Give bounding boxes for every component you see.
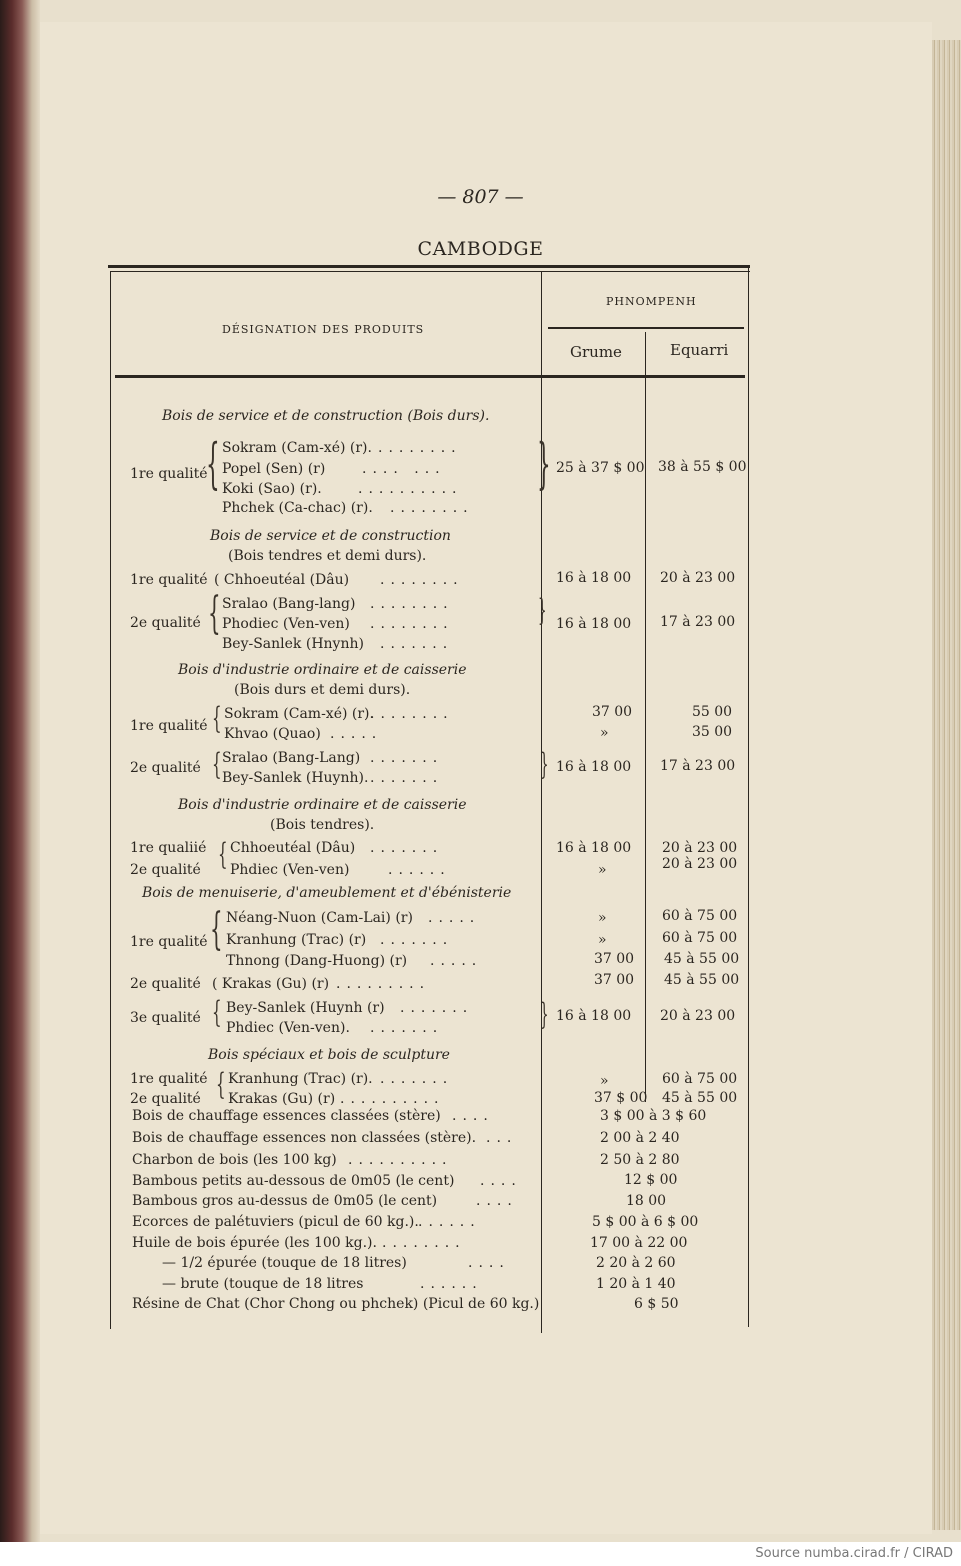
product-name: Thnong (Dang-Huong) (r) (226, 953, 408, 969)
price-equarri: 45 à 55 00 (664, 951, 740, 967)
product-name: — brute (touque de 18 litres (162, 1276, 364, 1292)
product-name: ( Chhoeutéal (Dâu) (214, 572, 350, 588)
header-equarri: Equarri (670, 341, 729, 359)
page-number: — 807 — (437, 186, 524, 208)
quality-label: 1re qualité (130, 466, 208, 482)
product-name: Koki (Sao) (r). (222, 481, 322, 497)
leader-dots: .......... (358, 481, 463, 497)
price-equarri: 20 à 23 00 (662, 856, 738, 872)
brace-right: } (540, 747, 549, 782)
leader-dots: ....... (380, 636, 454, 652)
leader-dots: ....... (370, 1020, 444, 1036)
header-grume: Grume (570, 343, 622, 361)
product-name: Chhoeutéal (Dâu) (230, 840, 356, 856)
leader-dots: ..... (430, 953, 483, 969)
price-range: 1 20 à 1 40 (596, 1276, 676, 1292)
book-spine (0, 0, 40, 1542)
leader-dots: .......... (340, 1091, 445, 1107)
quality-label: 3e qualité (130, 1010, 201, 1026)
product-name: Sralao (Bang-Lang) (222, 750, 361, 766)
product-name: Sokram (Cam-xé) (r). (222, 440, 372, 456)
leader-dots: ... (486, 1130, 518, 1146)
quality-label: 1re qualité (130, 572, 208, 588)
leader-dots: ........ (370, 616, 454, 632)
leader-dots: ....... (400, 1000, 474, 1016)
leader-dots: ...... (420, 1276, 483, 1292)
price-equarri: 20 à 23 00 (660, 570, 736, 586)
leader-dots: ..... (428, 910, 481, 926)
price-range: 2 50 à 2 80 (600, 1152, 680, 1168)
brace-right: } (538, 593, 547, 628)
product-name: Sralao (Bang-lang) (222, 596, 356, 612)
price-grume: » (598, 862, 607, 878)
brace-left: { (212, 701, 222, 736)
col-divider-grume (645, 332, 646, 1102)
price-range: 2 00 à 2 40 (600, 1130, 680, 1146)
price-equarri: 60 à 75 00 (662, 1071, 738, 1087)
leader-dots: .... (452, 1108, 494, 1124)
section-heading: Bois de service et de construction (Bois durs). (162, 408, 490, 424)
price-equarri: 60 à 75 00 (662, 908, 738, 924)
price-grume: 37 00 (594, 951, 635, 967)
brace-left: { (208, 588, 221, 639)
quality-label: 2e qualité (130, 976, 201, 992)
brace-left: { (206, 432, 220, 495)
leader-dots: .... (476, 1193, 518, 1209)
leader-dots: ..... (330, 726, 383, 742)
price-equarri: 35 00 (692, 724, 733, 740)
product-name: Néang-Nuon (Cam-Lai) (r) (226, 910, 413, 926)
price-range: 3 $ 00 à 3 $ 60 (600, 1108, 707, 1124)
section-subheading: (Bois tendres et demi durs). (228, 548, 427, 564)
section-subheading: (Bois durs et demi durs). (234, 682, 411, 698)
price-grume: » (598, 932, 607, 948)
price-equarri: 60 à 75 00 (662, 930, 738, 946)
product-name: Bois de chauffage essences non classées (stère). (132, 1130, 477, 1146)
price-range: 5 $ 00 à 6 $ 00 (592, 1214, 699, 1230)
quality-label: 2e qualité (130, 1091, 201, 1107)
price-equarri: 20 à 23 00 (660, 1008, 736, 1024)
product-name: Bey-Sanlek (Huynh). (222, 770, 369, 786)
section-heading: Bois d'industrie ordinaire et de caisserie (178, 797, 467, 813)
quality-label: 1re qualité (130, 718, 208, 734)
price-equarri: 20 à 23 00 (662, 840, 738, 856)
page-edges (932, 40, 961, 1530)
quality-label: 2e qualité (130, 615, 201, 631)
page-title: CAMBODGE (417, 238, 544, 260)
leader-dots: .... ... (362, 461, 446, 477)
price-range: 2 20 à 2 60 (596, 1255, 676, 1271)
price-grume: 16 à 18 00 (556, 759, 632, 775)
price-range: 12 $ 00 (624, 1172, 678, 1188)
leader-dots: ........ (382, 1235, 466, 1251)
header-designation: DÉSIGNATION DES PRODUITS (222, 323, 425, 336)
leader-dots: ...... (388, 862, 451, 878)
product-name: Résine de Chat (Chor Chong ou phchek) (Picul de 60 kg.) (132, 1296, 540, 1312)
section-heading: Bois d'industrie ordinaire et de caisserie (178, 662, 467, 678)
price-range: 18 00 (626, 1193, 667, 1209)
leader-dots: .... (480, 1173, 522, 1189)
leader-dots: ........ (390, 500, 474, 516)
header-bottom-rule (115, 375, 745, 378)
leader-dots: .... (468, 1255, 510, 1271)
price-equarri: 45 à 55 00 (664, 972, 740, 988)
brace-right: } (540, 997, 549, 1032)
price-grume: » (600, 725, 609, 741)
quality-label: 1re qualité (130, 934, 208, 950)
section-heading: Bois de menuiserie, d'ameublement et d'ébénisterie (142, 885, 512, 901)
price-grume: » (600, 1073, 609, 1089)
leader-dots: ........ (370, 596, 454, 612)
price-equarri: 17 à 23 00 (660, 758, 736, 774)
product-name: — 1/2 épurée (touque de 18 litres) (162, 1255, 407, 1271)
price-grume: 37 $ 00 (594, 1090, 648, 1106)
section-heading: Bois spéciaux et bois de sculpture (208, 1047, 450, 1063)
leader-dots: ....... (370, 750, 444, 766)
city-header-rule (548, 327, 744, 329)
product-name: Krakas (Gu) (r) (228, 1091, 336, 1107)
product-name: ( Krakas (Gu) (r) (212, 976, 330, 992)
product-name: Charbon de bois (les 100 kg) (132, 1152, 337, 1168)
table-top-rule (108, 265, 750, 268)
source-credit: Source numba.cirad.fr / CIRAD (755, 1546, 953, 1561)
leader-dots: ....... (370, 840, 444, 856)
price-grume: 25 à 37 $ 00 (556, 460, 645, 476)
price-range: 6 $ 50 (634, 1296, 679, 1312)
price-grume: 37 00 (594, 972, 635, 988)
product-name: Bois de chauffage essences classées (stère) (132, 1108, 441, 1124)
product-name: Kranhung (Trac) (r) (226, 932, 367, 948)
leader-dots: ........ (370, 706, 454, 722)
section-heading: Bois de service et de construction (210, 528, 451, 544)
leader-dots: ......... (336, 976, 431, 992)
leader-dots: ....... (380, 1071, 454, 1087)
price-grume: » (598, 910, 607, 926)
product-name: Huile de bois épurée (les 100 kg.). (132, 1235, 377, 1251)
leader-dots: ...... (418, 1214, 481, 1230)
price-equarri: 45 à 55 00 (662, 1090, 738, 1106)
product-name: Khvao (Quao) (224, 726, 321, 742)
price-equarri: 38 à 55 $ 00 (658, 459, 747, 475)
brace-left: { (212, 747, 222, 782)
quality-label: 1re qualiié (130, 840, 207, 856)
price-equarri: 55 00 (692, 704, 733, 720)
product-name: Phdiec (Ven-ven) (230, 862, 350, 878)
brace-left: { (210, 904, 223, 955)
price-grume: 37 00 (592, 704, 633, 720)
product-name: Bambous gros au-dessus de 0m05 (le cent) (132, 1193, 438, 1209)
quality-label: 1re qualité (130, 1071, 208, 1087)
brace-left: { (218, 837, 228, 872)
product-name: Phodiec (Ven-ven) (222, 616, 350, 632)
price-equarri: 17 à 23 00 (660, 614, 736, 630)
brace-left: { (216, 1067, 226, 1102)
leader-dots: ........ (378, 440, 462, 456)
price-range: 17 00 à 22 00 (590, 1235, 688, 1251)
quality-label: 2e qualité (130, 862, 201, 878)
product-name: Sokram (Cam-xé) (r). (224, 706, 374, 722)
table-top-rule-thin (110, 271, 750, 272)
price-grume: 16 à 18 00 (556, 840, 632, 856)
table-right-border (748, 267, 749, 1327)
price-grume: 16 à 18 00 (556, 1008, 632, 1024)
product-name: Bambous petits au-dessous de 0m05 (le cent) (132, 1173, 455, 1189)
product-name: Bey-Sanlek (Hnynh) (222, 636, 364, 652)
leader-dots: ........ (380, 572, 464, 588)
leader-dots: ....... (370, 770, 444, 786)
table-left-border (110, 271, 111, 1329)
price-grume: 16 à 18 00 (556, 616, 632, 632)
brace-left: { (212, 995, 222, 1030)
product-name: Phdiec (Ven-ven). (226, 1020, 350, 1036)
price-grume: 16 à 18 00 (556, 570, 632, 586)
product-name: Phchek (Ca-chac) (r). (222, 500, 373, 516)
product-name: Popel (Sen) (r) (222, 461, 326, 477)
brace-right: } (537, 432, 551, 495)
product-name: Kranhung (Trac) (r). (228, 1071, 373, 1087)
quality-label: 2e qualité (130, 760, 201, 776)
col-divider-designation (541, 271, 542, 1333)
product-name: Bey-Sanlek (Huynh (r) (226, 1000, 385, 1016)
leader-dots: ....... (380, 932, 454, 948)
section-subheading: (Bois tendres). (270, 817, 375, 833)
header-city: PHNOMPENH (606, 295, 697, 308)
product-name: Ecorces de palétuviers (picul de 60 kg.). (132, 1214, 419, 1230)
leader-dots: .......... (348, 1152, 453, 1168)
